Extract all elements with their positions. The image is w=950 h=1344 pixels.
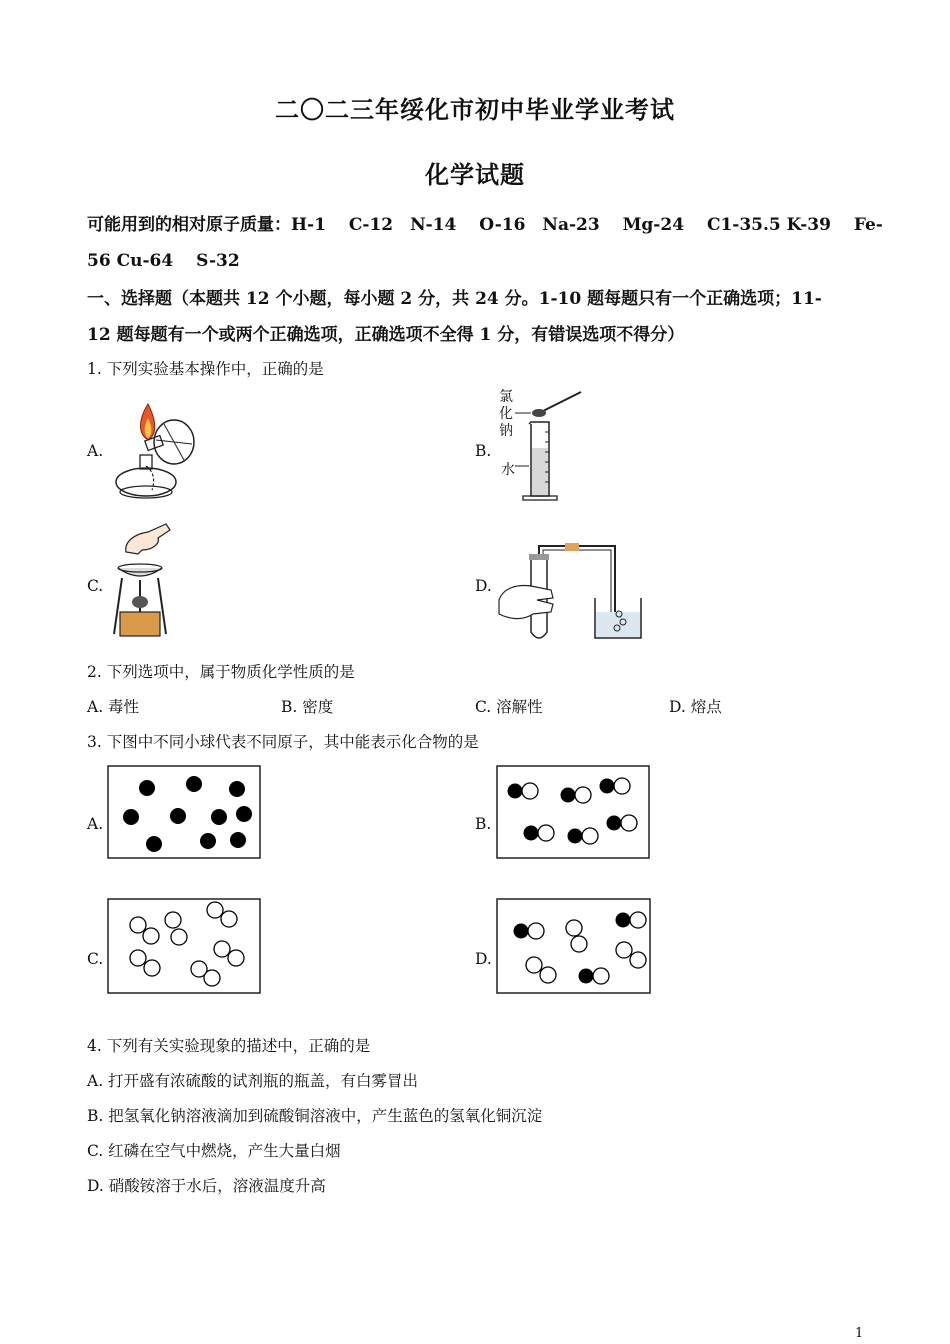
q1-b-water-label: 水 [501, 462, 515, 478]
page-number: 1 [855, 1326, 864, 1341]
q1-option-d-label: D. [475, 577, 492, 595]
exam-subtitle: 化学试题 [425, 160, 525, 189]
q3-option-b-label: B. [475, 815, 492, 833]
q1-stem: 1. 下列实验基本操作中，正确的是 [87, 360, 324, 378]
q4-option-c: C. 红磷在空气中燃烧，产生大量白烟 [87, 1142, 341, 1160]
airtightness-check-figure [497, 540, 647, 642]
q4-stem: 4. 下列有关实验现象的描述中，正确的是 [87, 1037, 371, 1055]
graduated-cylinder-figure [515, 386, 587, 504]
q1-option-a-label: A. [87, 442, 104, 460]
molecule-box-b [496, 765, 651, 860]
q2-option-c: C. 溶解性 [475, 698, 543, 716]
q1-option-c-label: C. [87, 577, 104, 595]
q4-option-d: D. 硝酸铵溶于水后，溶液温度升高 [87, 1177, 326, 1195]
q2-option-a: A. 毒性 [87, 698, 140, 716]
molecule-box-c [107, 898, 262, 995]
molecule-box-a [107, 765, 262, 860]
molecule-box-d [496, 898, 652, 995]
q3-option-a-label: A. [87, 815, 104, 833]
q3-option-c-label: C. [87, 950, 104, 968]
alcohol-lamp-figure [108, 400, 200, 505]
q2-stem: 2. 下列选项中，属于物质化学性质的是 [87, 663, 355, 681]
section1-heading-line2: 12 题每题有一个或两个正确选项，正确选项不全得 1 分，有错误选项不得分） [87, 325, 685, 345]
q4-option-b: B. 把氢氧化钠溶液滴加到硫酸铜溶液中，产生蓝色的氢氧化铜沉淀 [87, 1107, 543, 1125]
evaporation-dish-figure [108, 522, 173, 640]
q1-b-nacl-label: 氯 化 钠 [499, 389, 513, 439]
atomic-masses-line2: 56 Cu-64 S-32 [87, 251, 240, 271]
section1-heading-line1: 一、选择题（本题共 12 个小题，每小题 2 分，共 24 分。1-10 题每题只有一个正确选项；11- [87, 289, 822, 309]
q1-option-b-label: B. [475, 442, 492, 460]
q3-option-d-label: D. [475, 950, 492, 968]
atomic-masses-line1: 可能用到的相对原子质量：H-1 C-12 N-14 O-16 Na-23 Mg-24 C1-35.5 K-39 Fe- [87, 215, 883, 235]
q2-option-b: B. 密度 [281, 698, 334, 716]
exam-title: 二〇二三年绥化市初中毕业学业考试 [275, 95, 675, 124]
q4-option-a: A. 打开盛有浓硫酸的试剂瓶的瓶盖，有白雾冒出 [87, 1072, 419, 1090]
q3-stem: 3. 下图中不同小球代表不同原子，其中能表示化合物的是 [87, 733, 479, 751]
q2-option-d: D. 熔点 [669, 698, 722, 716]
